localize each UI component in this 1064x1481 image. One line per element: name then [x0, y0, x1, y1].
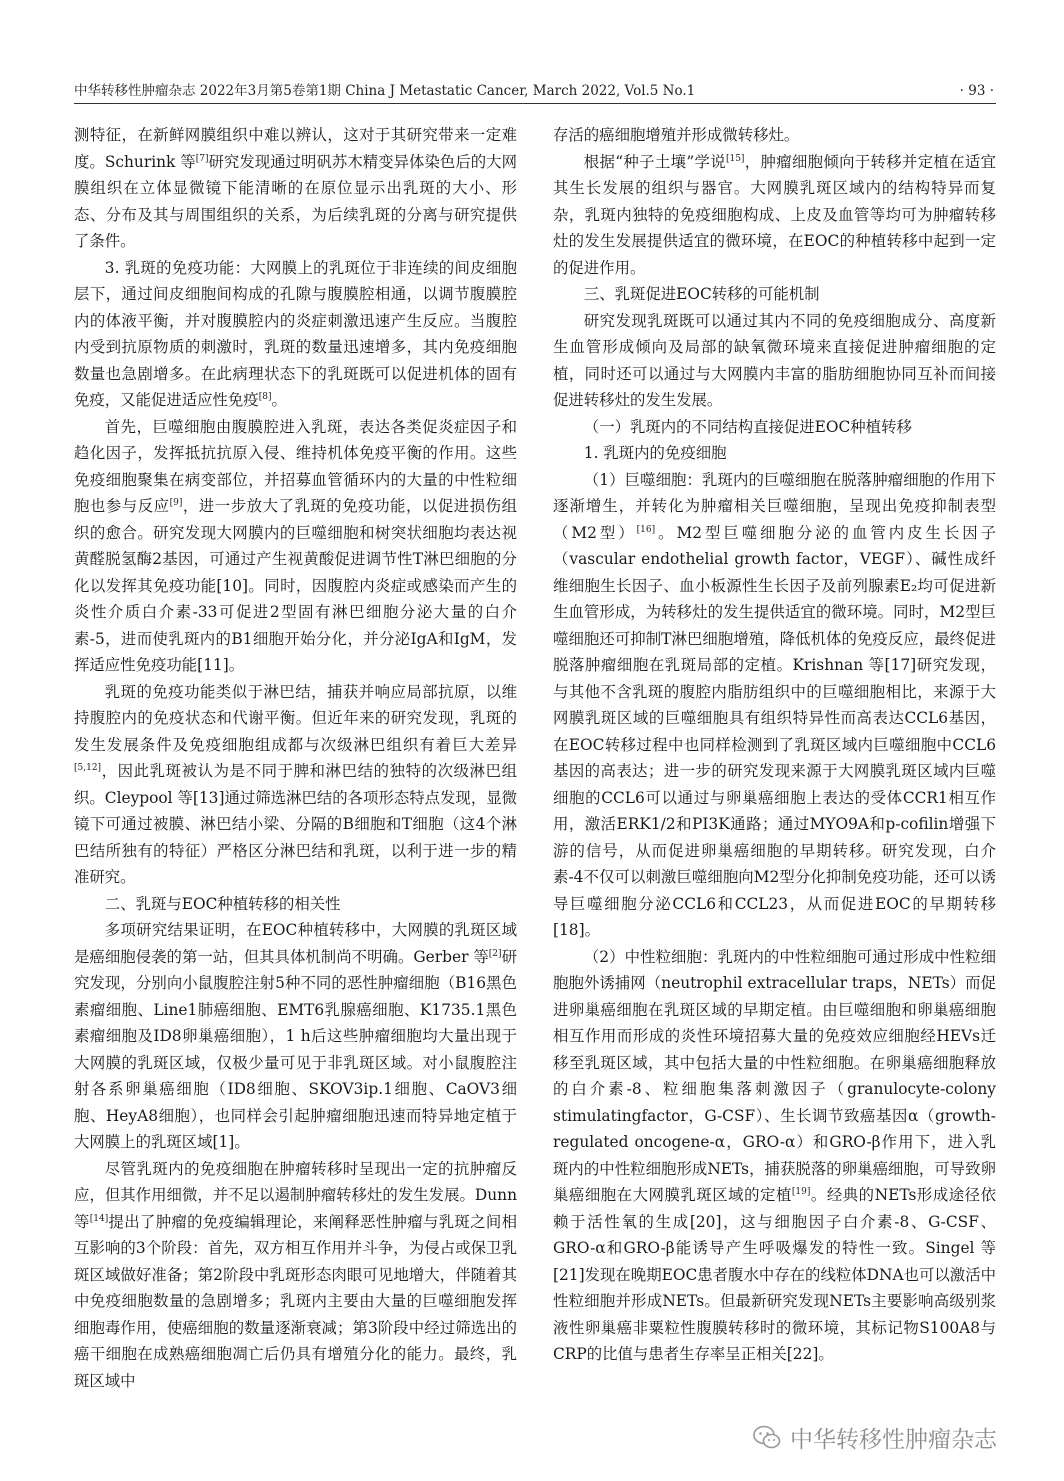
body-paragraph [74, 414, 517, 679]
paragraph-text: （一）乳斑内的不同结构直接促进EOC种植转移 [583, 417, 912, 436]
body-paragraph [74, 679, 517, 891]
watermark-text: 中华转移性肿瘤杂志 [790, 1426, 997, 1453]
paragraph-text: （1）巨噬细胞：乳斑内的巨噬细胞在脱落肿瘤细胞的作用下逐渐增生，并转化为肿瘤相关巨噬细胞，呈现出免疫抑制表型（M2型） [553, 470, 996, 542]
running-header [74, 80, 994, 102]
paragraph-text: ，进一步放大了乳斑的免疫功能，以促进损伤组织的愈合。研究发现大网膜内的巨噬细胞和树突状细胞均表达视黄醛脱氢酶2基因，可通过产生视黄酸促进调节性T淋巴细胞的分化以发挥其免疫功能[10]。同时，因腹腔内炎症或感染而产生的炎性介质白介素-33可促进2型固有淋巴细胞分泌大量的白介素-5，进而使乳斑内的B1细胞开始分化，并分泌IgA和IgM，发挥适应性免疫功能[11]。 [74, 497, 517, 674]
left-column [74, 122, 517, 1394]
paragraph-text: 三、乳斑促进EOC转移的可能机制 [583, 285, 820, 303]
section-heading [553, 414, 996, 441]
paragraph-text: 多项研究结果证明，在EOC种植转移中，大网膜的乳斑区域是癌细胞侵袭的第一站，但其具体机制尚不明确。Gerber 等 [74, 921, 517, 966]
body-paragraph [553, 308, 996, 414]
citation-ref: [5,12] [74, 762, 102, 773]
paragraph-text: 首先，巨噬细胞由腹膜腔进入乳斑，表达各类促炎症因子和趋化因子，发挥抵抗抗原入侵、维持机体免疫平衡的作用。这些免疫细胞聚集在病变部位，并招募血管循环内的大量的中性粒细胞也参与反应 [74, 417, 517, 515]
paragraph-text: 。 [271, 391, 287, 409]
paragraph-text: 提出了肿瘤的免疫编辑理论，来阐释恶性肿瘤与乳斑之间相互影响的3个阶段：首先，双方相互作用并斗争，为侵占或保卫乳斑区域做好准备；第2阶段中乳斑形态肉眼可见地增大，伴随着其中免疫细胞数量的急剧增多；乳斑内主要由大量的巨噬细胞发挥细胞毒作用，使癌细胞的数量逐渐衰减；第3阶段中经过筛选出的癌干细胞在成熟癌细胞凋亡后仍具有增殖分化的能力。最终，乳斑区域中 [74, 1212, 517, 1390]
citation-ref: [14] [89, 1213, 109, 1224]
citation-ref: [19] [791, 1186, 811, 1197]
section-heading [553, 440, 996, 467]
paragraph-text: 根据“种子土壤”学说 [583, 152, 726, 171]
paragraph-text: 研究发现乳斑既可以通过其内不同的免疫细胞成分、高度新生血管形成倾向及局部的缺氧微环境来直接促进肿瘤细胞的定植，同时还可以通过与大网膜内丰富的脂肪细胞协同互补而间接促进转移灶的发生发展。 [553, 311, 996, 409]
paragraph-text: 。M2型巨噬细胞分泌的血管内皮生长因子（vascular endothelial growth factor，VEGF）、碱性成纤维细胞生长因子、血小板源性生长因子及前列腺素E₂均可促进新生血管形成，为转移灶的发生提供适宜的微环境。同时，M2型巨噬细胞还可抑制T淋巴细胞增殖，降低机体的免疫反应，最终促进脱落肿瘤细胞在乳斑局部的定植。Krishnan 等[17]研究发现，与其他不含乳斑的腹腔内脂肪组织中的巨噬细胞相比，来源于大网膜乳斑区域的巨噬细胞具有组织特异性而高表达CCL6基因，在EOC转移过程中也同样检测到了乳斑区域内巨噬细胞中CCL6基因的高表达；进一步的研究发现来源于大网膜乳斑区域内巨噬细胞的CCL6可以通过与卵巢癌细胞上表达的受体CCR1相互作用，激活ERK1/2和PI3K通路；通过MYO9A和p-cofilin增强下游的信号，从而促进卵巢癌细胞的早期转移。研究发现，白介素-4不仅可以刺激巨噬细胞向M2型分化抑制免疫功能，还可以诱导巨噬细胞分泌CCL6和CCL23，从而促进EOC的早期转移[18]。 [553, 523, 996, 939]
citation-ref: [8] [258, 391, 272, 402]
journal-citation: 中华转移性肿瘤杂志 2022年3月第5卷第1期 China J Metastatic Cancer, March 2022, Vol.5 No.1 [74, 83, 696, 99]
section-heading [74, 891, 517, 918]
body-paragraph [553, 149, 996, 282]
citation-ref: [7] [195, 153, 209, 164]
wechat-icon [752, 1422, 782, 1452]
body-paragraph [74, 1156, 517, 1395]
body-paragraph [74, 917, 517, 1156]
body-paragraph [553, 122, 996, 149]
paragraph-text: 研究发现通过明矾苏木精变异体染色后的大网膜组织在立体显微镜下能清晰的在原位显示出乳斑的大小、形态、分布及其与周围组织的关系，为后续乳斑的分离与研究提供了条件。 [74, 152, 517, 250]
page-number: · 93 · [959, 83, 994, 99]
section-heading [553, 281, 996, 308]
paragraph-text: ，肿瘤细胞倾向于转移并定植在适宜其生长发展的组织与器官。大网膜乳斑区域内的结构特异而复杂，乳斑内独特的免疫细胞构成、上皮及血管等均可为肿瘤转移灶的发生发展提供适宜的微环境，在EOC的种植转移中起到一定的促进作用。 [553, 152, 996, 277]
citation-ref: [9] [169, 497, 183, 508]
citation-ref: [16] [636, 524, 656, 535]
citation-ref: [2] [488, 948, 502, 959]
header-rule [74, 103, 996, 104]
paragraph-text: 研究发现，分别向小鼠腹腔注射5种不同的恶性肿瘤细胞（B16黑色素瘤细胞、Line1肺癌细胞、EMT6乳腺癌细胞、K1735.1黑色素瘤细胞及ID8卵巢癌细胞），1 h后这些肿瘤细胞均大量出现于大网膜的乳斑区域，仅极少量可见于非乳斑区域。对小鼠腹腔注射各系卵巢癌细胞（ID8细胞、SKOV3ip.1细胞、CaOV3细胞、HeyA8细胞），也同样会引起肿瘤细胞迅速而特异地定植于大网膜上的乳斑区域[1]。 [74, 947, 517, 1151]
body-paragraph [553, 467, 996, 944]
watermark [752, 1420, 997, 1454]
body-paragraph [553, 944, 996, 1368]
paragraph-text: （2）中性粒细胞：乳斑内的中性粒细胞可通过形成中性粒细胞胞外诱捕网（neutrophil extracellular traps，NETs）而促进卵巢癌细胞在乳斑区域的早期定植。由巨噬细胞和卵巢癌细胞相互作用而形成的炎性环境招募大量的免疫效应细胞经HEVs迁移至乳斑区域，其中包括大量的中性粒细胞。在卵巢癌细胞释放的白介素-8、粒细胞集落刺激因子（granulocyte-colony stimulatingfactor，G-CSF）、生长调节致癌基因α（growth-regulated oncogene-α，GRO-α）和GRO-β作用下，进入乳斑内的中性粒细胞形成NETs，捕获脱落的卵巢癌细胞，可导致卵巢癌细胞在大网膜乳斑区域的定植 [553, 947, 996, 1204]
paragraph-text: 二、乳斑与EOC种植转移的相关性 [104, 894, 341, 913]
paragraph-text: 3. 乳斑的免疫功能：大网膜上的乳斑位于非连续的间皮细胞层下，通过间皮细胞间构成的孔隙与腹膜腔相通，以调节腹膜腔内的体液平衡，并对腹膜腔内的炎症刺激迅速产生反应。当腹腔内受到抗原物质的刺激时，乳斑的数量迅速增多，其内免疫细胞数量也急剧增多。在此病理状态下的乳斑既可以促进机体的固有免疫，又能促进适应性免疫 [74, 258, 517, 409]
citation-ref: [15] [725, 153, 745, 164]
paragraph-text: 测特征，在新鲜网膜组织中难以辨认，这对于其研究带来一定难度。Schurink 等 [74, 126, 517, 171]
paragraph-text: 1. 乳斑内的免疫细胞 [583, 444, 727, 462]
right-column [553, 122, 996, 1368]
paragraph-text: 。经典的NETs形成途径依赖于活性氧的生成[20]，这与细胞因子白介素-8、G-CSF、GRO-α和GRO-β能诱导产生呼吸爆发的特性一致。Singel 等[21]发现在晚期EOC患者腹水中存在的线粒体DNA也可以激活中性粒细胞并形成NETs。但最新研究发现NETs主要影响高级别浆液性卵巢癌非粟粒性腹膜转移时的微环境，其标记物S100A8与CRP的比值与患者生存率呈正相关[22]。 [553, 1186, 996, 1363]
paragraph-text: 乳斑的免疫功能类似于淋巴结，捕获并响应局部抗原，以维持腹腔内的免疫状态和代谢平衡。但近年来的研究发现，乳斑的发生发展条件及免疫细胞组成都与次级淋巴组织有着巨大差异 [74, 682, 517, 754]
paragraph-text: 存活的癌细胞增殖并形成微转移灶。 [553, 126, 800, 144]
body-paragraph [74, 255, 517, 414]
paragraph-text: ，因此乳斑被认为是不同于脾和淋巴结的独特的次级淋巴组织。Cleypool 等[13]通过筛选淋巴结的各项形态特点发现，显微镜下可通过被膜、淋巴结小梁、分隔的B细胞和T细胞（这4个淋巴结所独有的特征）严格区分淋巴结和乳斑，以利于进一步的精准研究。 [74, 762, 517, 886]
paragraph-text: 尽管乳斑内的免疫细胞在肿瘤转移时呈现出一定的抗肿瘤反应，但其作用细微，并不足以遏制肿瘤转移灶的发生发展。Dunn 等 [74, 1159, 517, 1231]
body-paragraph [74, 122, 517, 255]
